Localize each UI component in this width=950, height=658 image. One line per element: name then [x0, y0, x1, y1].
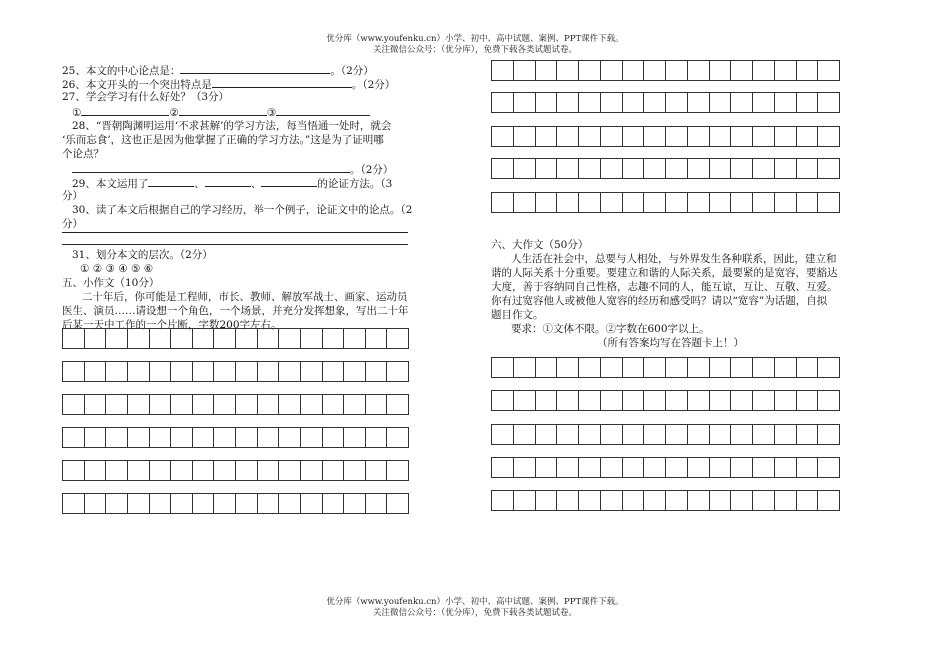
header-line-2: 关注微信公众号：（优分库），免费下载各类试题试卷。 [372, 45, 577, 55]
footer-line-1: 优分库（www.youfenku.cn）小学、初中、高中试题、案例、PPT课件下载。 [326, 597, 624, 607]
writing-grid-row[interactable] [491, 158, 840, 179]
q29-continuation: 分） [62, 190, 83, 202]
section-5-line-3: 后某一天中工作的一个片断，字数200字左右。 [62, 319, 282, 331]
q25-answer-blank[interactable] [180, 62, 330, 74]
question-25: 25、本文的中心论点是： 。（2分） [62, 62, 374, 79]
section-5-line-1: 二十年后，你可能是工程师，市长、教师、解放军战士、画家、运动员 [82, 291, 408, 303]
q31-options: ① ② ③ ④ ⑤ ⑥ [80, 263, 154, 275]
question-31: 31、划分本文的层次。（2分） [72, 249, 213, 261]
section-6-line-4: 你有过宽容他人或被他人宽容的经历和感受吗？请以“宽容”为话题，自拟 [491, 295, 828, 307]
q29-blank-1[interactable] [148, 175, 194, 187]
q27-answer-row: ① ② ③ [72, 104, 370, 121]
footer-line-2: 关注微信公众号：（优分库），免费下载各类试题试卷。 [372, 608, 577, 618]
section-6-title: 六、大作文（50分） [491, 239, 589, 251]
q29-blank-3[interactable] [261, 175, 317, 187]
q28-answer: 。（2分） [72, 161, 393, 178]
q27-blank-2[interactable] [179, 104, 267, 116]
writing-grid-row[interactable] [491, 92, 840, 113]
writing-grid-row[interactable] [62, 361, 409, 382]
writing-grid-row[interactable] [62, 460, 409, 481]
writing-grid-row[interactable] [491, 60, 840, 81]
writing-grid-row[interactable] [491, 390, 840, 411]
section-6-line-1: 人生活在社会中，总要与人相处，与外界发生各种联系，因此，建立和 [511, 253, 837, 265]
section-6-line-5: 题目作文。 [491, 309, 544, 321]
question-27: 27、学会学习有什么好处？（3分） [62, 91, 230, 103]
writing-grid-row[interactable] [491, 126, 840, 147]
section-6-line-2: 谐的人际关系十分重要。要建立和谐的人际关系，最要紧的是宽容，要豁达 [491, 267, 838, 279]
q30-line-1: 30、读了本文后根据自己的学习经历，举一个例子，论证文中的论点。（2 [72, 204, 413, 216]
writing-grid-row[interactable] [62, 394, 409, 415]
section-5-line-2: 医生、演员……请设想一个角色，一个场景，并充分发挥想象，写出二十年 [62, 305, 409, 317]
q30-answer-line-2[interactable] [62, 244, 408, 245]
q27-blank-1[interactable] [81, 104, 169, 116]
header-line-1: 优分库（www.youfenku.cn）小学、初中、高中试题、案例、PPT课件下载。 [326, 34, 624, 44]
section-6-note: （所有答案均写在答题卡上！） [597, 337, 744, 349]
section-6-line-3: 大度，善于容纳同自己性格，志趣不同的人，能互谅，互让、互敬、互爱。 [491, 281, 838, 293]
section-6-requirements: 要求：①文体不限。②字数在600字以上。 [511, 323, 710, 335]
question-26: 26、本文开头的一个突出特点是 。（2分） [62, 76, 395, 93]
section-5-title: 五、小作文（10分） [62, 277, 160, 289]
q28-line-3: 个论点？ [62, 148, 104, 160]
writing-grid-row[interactable] [491, 424, 840, 445]
q26-answer-blank[interactable] [212, 76, 352, 88]
q28-line-1: 28、“晋朝陶渊明运用‘不求甚解’的学习方法，每当悟通一处时，就会 [72, 120, 392, 132]
q30-answer-line-1[interactable] [62, 232, 408, 233]
page-footer [0, 597, 950, 619]
q28-line-2: ‘乐而忘食’，这也正是因为他掌握了正确的学习方法。”这是为了证明哪 [62, 134, 384, 146]
q27-blank-3[interactable] [276, 104, 370, 116]
question-29: 29、本文运用了 、 、 的论证方法。（3 [72, 175, 392, 192]
writing-grid-row[interactable] [62, 328, 409, 349]
right-column [475, 0, 950, 658]
writing-grid-row[interactable] [62, 493, 409, 514]
q28-answer-blank[interactable] [72, 161, 350, 173]
q29-blank-2[interactable] [205, 175, 251, 187]
q30-line-2: 分） [62, 218, 83, 230]
writing-grid-row[interactable] [491, 457, 840, 478]
writing-grid-row[interactable] [491, 490, 840, 511]
writing-grid-row[interactable] [491, 357, 840, 378]
writing-grid-row[interactable] [491, 192, 840, 213]
writing-grid-row[interactable] [62, 427, 409, 448]
